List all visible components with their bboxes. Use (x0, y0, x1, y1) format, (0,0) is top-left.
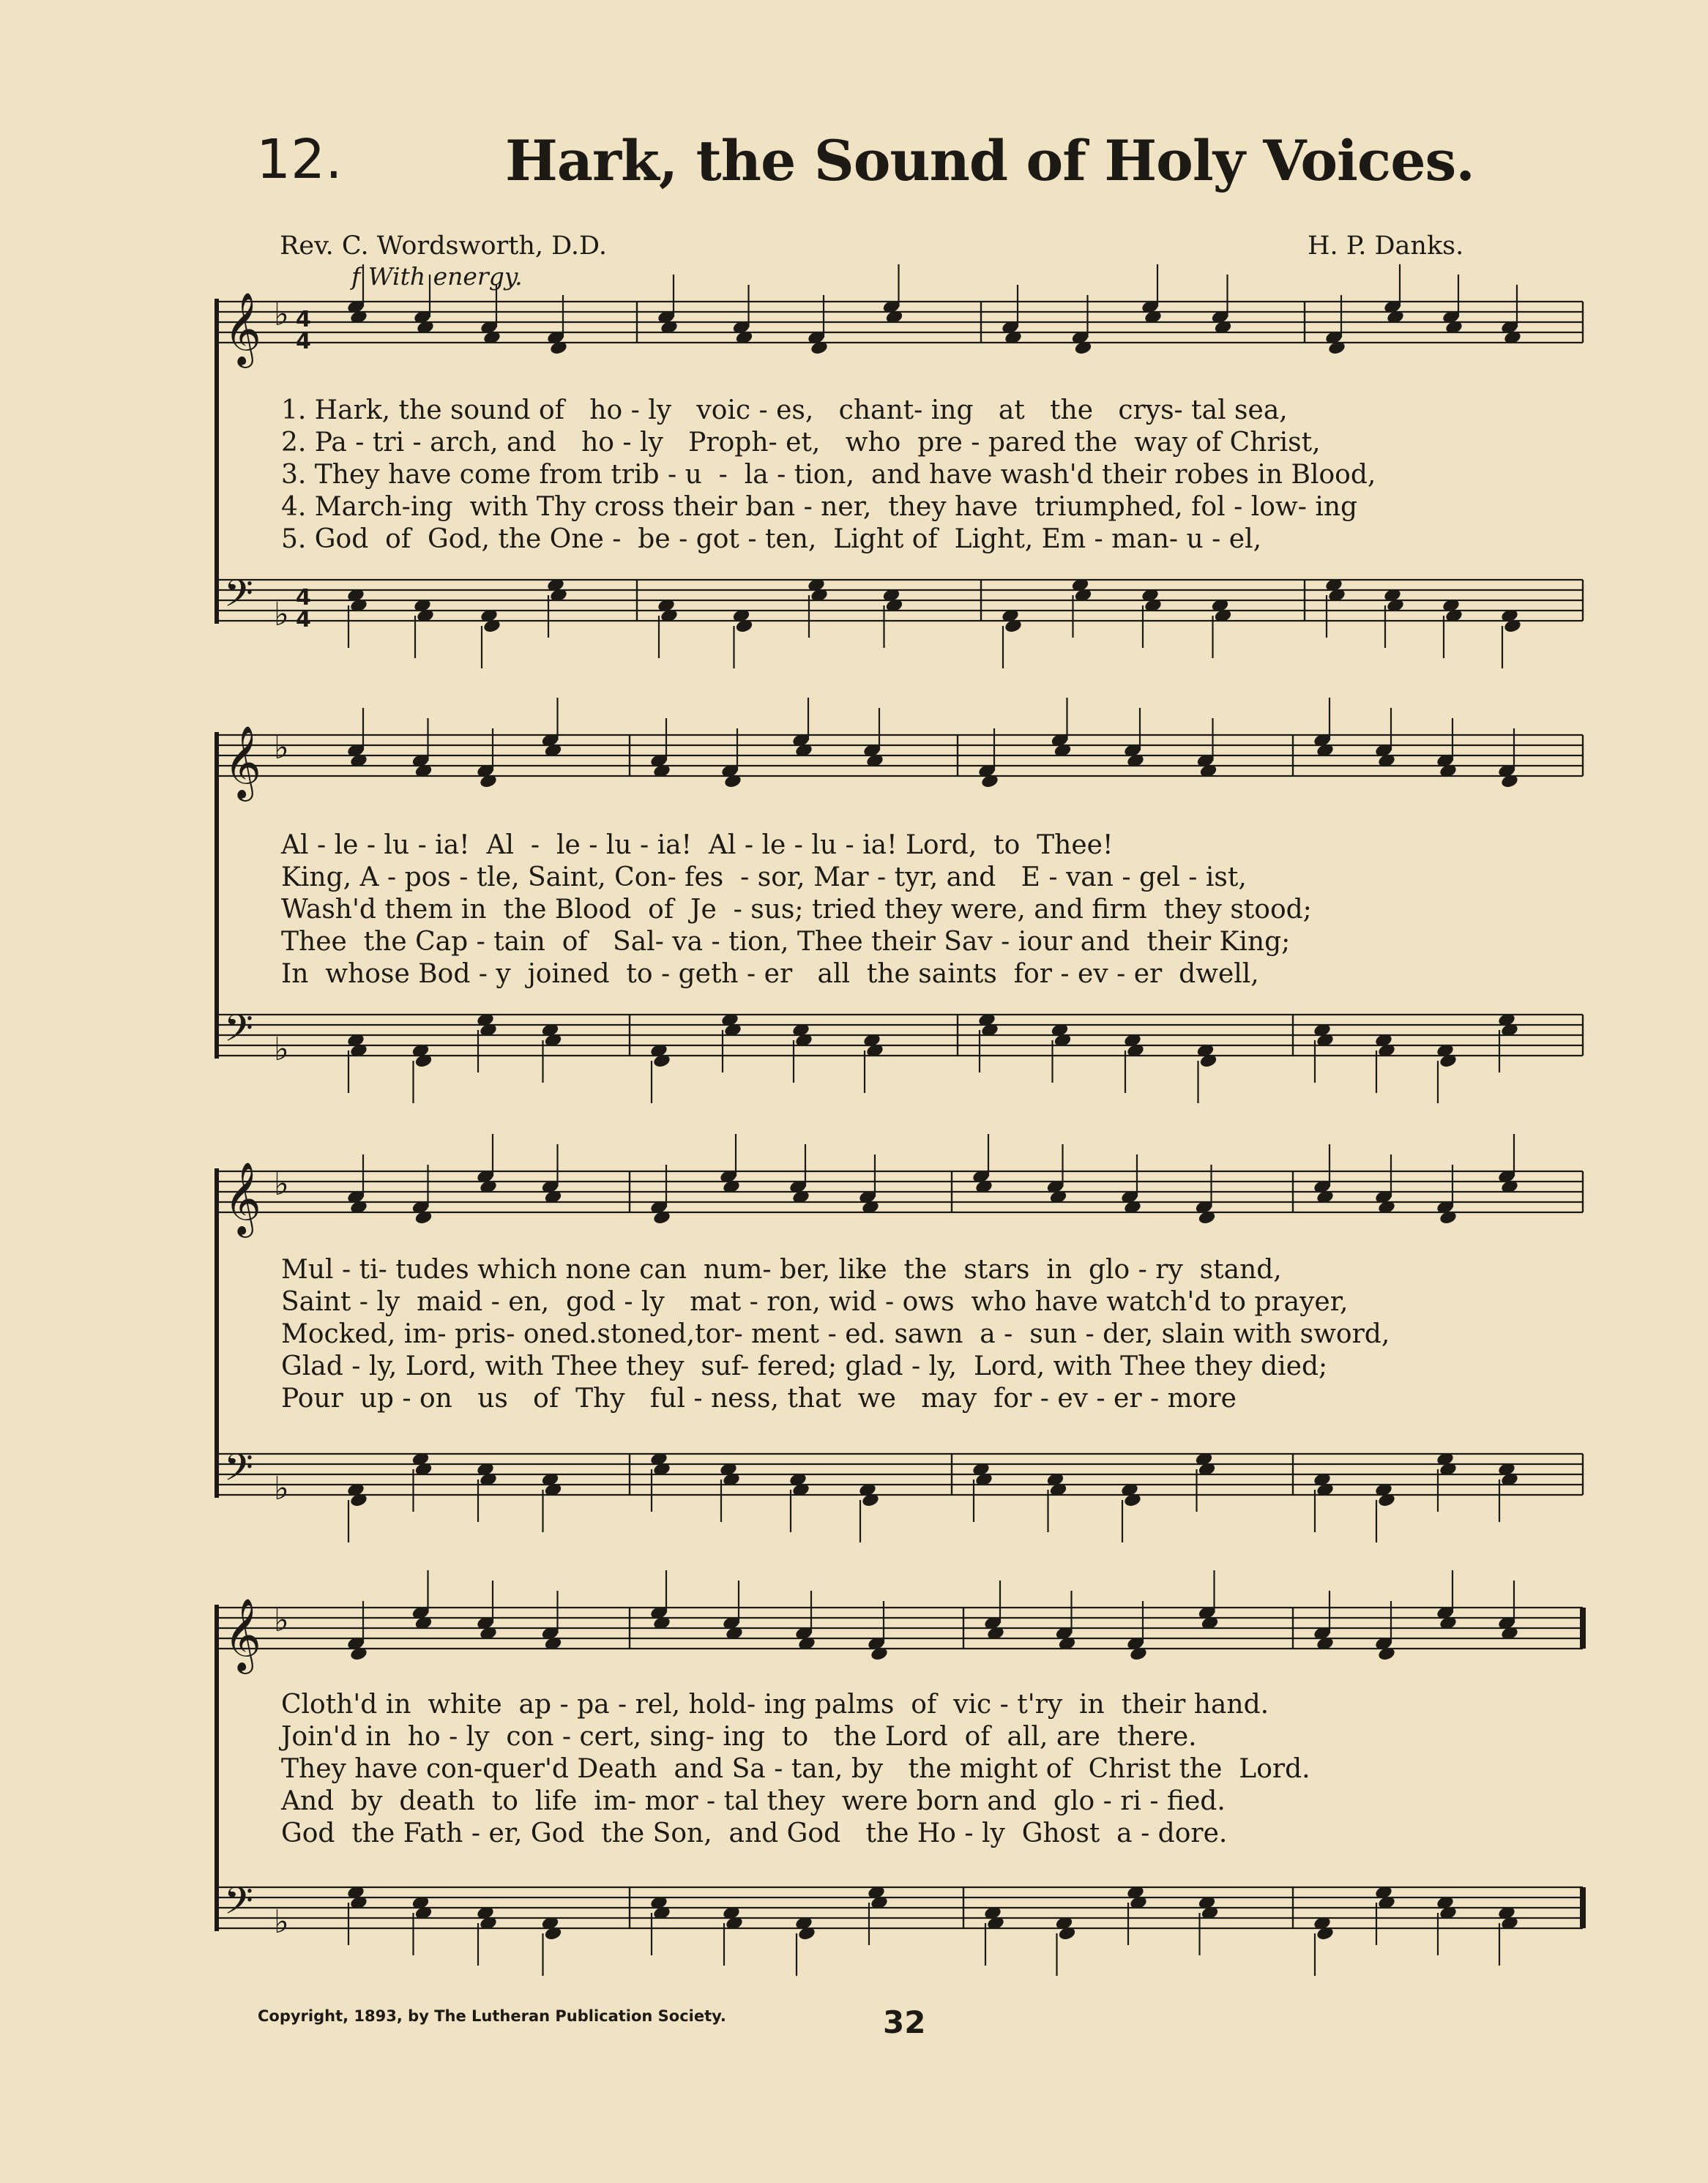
composer-credit: H. P. Danks. (1308, 231, 1464, 261)
lyric-line: They have con-quer'd Death and Sa - tan, by the might of Christ the Lord. (281, 1754, 1310, 1784)
time-signature: 4 (296, 307, 311, 332)
lyric-line: Mocked, im- pris- oned.stoned,tor- ment - ed. sawn a - sun - der, slain with sword, (281, 1319, 1390, 1349)
page-number: 32 (883, 2004, 926, 2040)
flat-sign-icon: ♭ (274, 1903, 289, 1941)
lyric-line: God the Fath - er, God the Son, and God the Ho - ly Ghost a - dore. (281, 1818, 1228, 1848)
time-signature: 4 (296, 607, 311, 632)
flat-sign-icon: ♭ (274, 1470, 289, 1507)
lyric-line: 4. March-ing with Thy cross their ban - ner, they have triumphed, fol - low- ing (281, 492, 1358, 522)
flat-sign-icon: ♭ (274, 729, 289, 766)
lyric-line: 2. Pa - tri - arch, and ho - ly Proph- et, who pre - pared the way of Christ, (281, 428, 1321, 458)
lyric-line: Glad - ly, Lord, with Thee they suf- fered; glad - ly, Lord, with Thee they died; (281, 1351, 1328, 1381)
lyric-line: Thee the Cap - tain of Sal- va - tion, Thee their Sav - iour and their King; (281, 927, 1291, 957)
flat-sign-icon: ♭ (274, 296, 289, 333)
treble-clef-icon: 𝄞 (224, 1162, 261, 1235)
flat-sign-icon: ♭ (274, 1031, 289, 1068)
lyric-line: King, A - pos - tle, Saint, Con- fes - sor, Mar - tyr, and E - van - gel - ist, (281, 862, 1247, 892)
time-signature: 4 (296, 329, 311, 354)
treble-clef-icon: 𝄞 (224, 725, 261, 799)
lyric-line: And by death to life im- mor - tal they were born and glo - ri - fied. (281, 1786, 1226, 1816)
hymn-number: 12. (256, 128, 343, 191)
author-credit: Rev. C. Wordsworth, D.D. (280, 231, 607, 261)
lyric-line: Pour up - on us of Thy ful - ness, that we may for - ev - er - more (281, 1384, 1237, 1414)
bass-clef-icon: 𝄢 (224, 1445, 253, 1499)
lyric-line: Cloth'd in white ap - pa - rel, hold- ing palms of vic - t'ry in their hand. (281, 1690, 1269, 1720)
lyric-line: Al - le - lu - ia! Al - le - lu - ia! Al - le - lu - ia! Lord, to Thee! (281, 830, 1114, 860)
lyric-line: Join'd in ho - ly con - cert, sing- ing to the Lord of all, are there. (281, 1722, 1197, 1752)
flat-sign-icon: ♭ (274, 1165, 289, 1203)
lyric-line: In whose Bod - y joined to - geth - er all the saints for - ev - er dwell, (281, 959, 1259, 989)
flat-sign-icon: ♭ (274, 1602, 289, 1639)
hymn-title: Hark, the Sound of Holy Voices. (505, 128, 1474, 193)
lyric-line: Saint - ly maid - en, god - ly mat - ron, wid - ows who have watch'd to prayer, (281, 1287, 1349, 1317)
time-signature: 4 (296, 585, 311, 611)
copyright-notice: Copyright, 1893, by The Lutheran Publication Society. (258, 2007, 726, 2025)
treble-clef-icon: 𝄞 (224, 1598, 261, 1671)
bass-clef-icon: 𝄢 (224, 1878, 253, 1932)
bass-clef-icon: 𝄢 (224, 571, 253, 624)
tempo-marking: f With energy. (351, 262, 523, 291)
lyric-line: 1. Hark, the sound of ho - ly voic - es, chant- ing at the crys- tal sea, (281, 395, 1288, 425)
lyric-line: 5. God of God, the One - be - got - ten, Light of Light, Em - man- u - el, (281, 524, 1262, 554)
lyric-line: 3. They have come from trib - u - la - tion, and have wash'd their robes in Blood, (281, 460, 1376, 490)
lyric-line: Mul - ti- tudes which none can num- ber, like the stars in glo - ry stand, (281, 1255, 1282, 1285)
flat-sign-icon: ♭ (274, 596, 289, 633)
bass-clef-icon: 𝄢 (224, 1006, 253, 1059)
lyric-line: Wash'd them in the Blood of Je - sus; tried they were, and firm they stood; (281, 895, 1312, 925)
treble-clef-icon: 𝄞 (224, 292, 261, 365)
